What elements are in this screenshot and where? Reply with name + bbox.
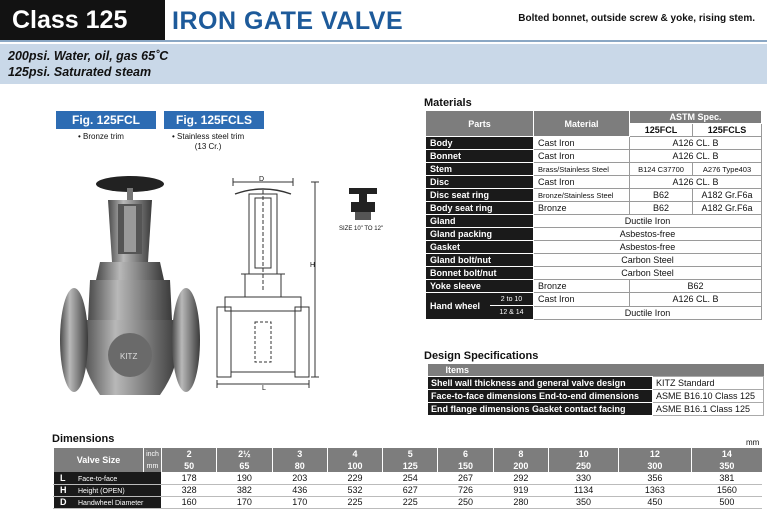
dim-value: 627 — [383, 484, 438, 496]
page-subtitle: Bolted bonnet, outside screw & yoke, rising stem. — [518, 13, 755, 24]
dim-value: 1363 — [619, 484, 692, 496]
size-mm: 80 — [272, 460, 327, 472]
dim-value: 225 — [383, 496, 438, 508]
dim-value: 726 — [438, 484, 493, 496]
dimensions-table — [53, 448, 762, 509]
dim-row-label — [54, 472, 162, 484]
size-inch: 2½ — [217, 448, 272, 460]
class-label: Class 125 — [0, 0, 165, 40]
spec-value: B62 — [630, 280, 762, 293]
dim-h-label: H — [310, 262, 316, 269]
size-mm: 50 — [162, 460, 217, 472]
table-row — [54, 496, 763, 508]
table-row — [426, 267, 762, 280]
dim-value: 1560 — [691, 484, 762, 496]
dim-value: 382 — [217, 484, 272, 496]
size-inch: 14 — [691, 448, 762, 460]
part-name: Yoke sleeve — [426, 280, 534, 293]
dim-value: 330 — [548, 472, 618, 484]
fcl-spec-value: B62 — [630, 202, 693, 215]
design-item: End flange dimensions Gasket contact facing — [428, 402, 653, 415]
table-row — [426, 280, 762, 293]
size-inch: 8 — [493, 448, 548, 460]
spec-value: A126 CL. B — [630, 150, 762, 163]
material-value: Carbon Steel — [534, 267, 762, 280]
dim-l-label: L — [262, 385, 266, 392]
part-name: Gland packing — [426, 228, 534, 241]
part-name: Hand wheel — [430, 301, 481, 311]
table-row — [426, 241, 762, 254]
part-name: Gland — [426, 215, 534, 228]
table-row — [426, 137, 762, 150]
material-value: Asbestos-free — [534, 228, 762, 241]
part-name: Disc — [426, 176, 534, 189]
inch-label: inch — [144, 448, 162, 460]
valve-photo — [60, 170, 200, 420]
material-value: Brass/Stainless Steel — [534, 163, 630, 176]
design-standard: ASME B16.10 Class 125 — [653, 389, 764, 402]
size-mm: 65 — [217, 460, 272, 472]
design-item: Face-to-face dimensions End-to-end dimensions — [428, 389, 653, 402]
dim-value: 160 — [162, 496, 217, 508]
part-name: Body seat ring — [426, 202, 534, 215]
size-mm: 300 — [619, 460, 692, 472]
fig-125fcls-caption-1: • Stainless steel trim — [172, 132, 245, 141]
material-value: Cast Iron — [534, 137, 630, 150]
table-row — [54, 484, 763, 496]
dim-value: 532 — [327, 484, 382, 496]
handwheel-size-b: 12 & 14 — [499, 309, 524, 316]
part-name: Bonnet bolt/nut — [426, 267, 534, 280]
table-row — [426, 215, 762, 228]
dim-code: H — [60, 485, 67, 495]
table-row — [426, 254, 762, 267]
fig-125fcls-tab: Fig. 125FCLS — [164, 111, 264, 129]
page-title: IRON GATE VALVE — [172, 6, 404, 35]
fcls-spec-value: A276 Type403 — [693, 163, 762, 176]
dim-value: 450 — [619, 496, 692, 508]
material-value: Cast Iron — [534, 176, 630, 189]
size-inch: 10 — [548, 448, 618, 460]
fcls-spec-value: A182 Gr.F6a — [693, 189, 762, 202]
design-standard: ASME B16.1 Class 125 — [653, 402, 764, 415]
valve-drawing — [215, 172, 325, 397]
size-inch: 2 — [162, 448, 217, 460]
spec-value: A126 CL. B — [630, 293, 762, 307]
dim-value: 292 — [493, 472, 548, 484]
size-inch: 12 — [619, 448, 692, 460]
dim-code: D — [60, 497, 67, 507]
dim-value: 254 — [383, 472, 438, 484]
table-row — [426, 202, 762, 215]
dim-value: 1134 — [548, 484, 618, 496]
material-value: Cast Iron — [534, 293, 630, 307]
dim-value: 178 — [162, 472, 217, 484]
materials-table — [425, 110, 762, 320]
material-header: Material — [534, 111, 630, 137]
dim-value: 328 — [162, 484, 217, 496]
fig-125fcl-tab: Fig. 125FCL — [56, 111, 156, 129]
dim-value: 190 — [217, 472, 272, 484]
dim-value: 170 — [217, 496, 272, 508]
size-mm: 125 — [383, 460, 438, 472]
size-mm: 150 — [438, 460, 493, 472]
parts-header: Parts — [426, 111, 534, 137]
part-name: Gasket — [426, 241, 534, 254]
pressure-ratings — [0, 44, 767, 84]
dim-value: 500 — [691, 496, 762, 508]
part-name: Disc seat ring — [426, 189, 534, 202]
dim-code: L — [60, 472, 66, 483]
size-mm: 100 — [327, 460, 382, 472]
dim-value: 250 — [438, 496, 493, 508]
table-row — [428, 389, 764, 402]
size-note: SIZE 10" TO 12" — [339, 226, 384, 232]
table-row — [426, 293, 762, 307]
rating-line-2: 125psi. Saturated steam — [8, 65, 152, 79]
astm-header: ASTM Spec. — [630, 111, 762, 124]
part-name: Stem — [426, 163, 534, 176]
table-row — [54, 472, 763, 484]
size-inch: 5 — [383, 448, 438, 460]
fcl-header: 125FCL — [630, 124, 693, 137]
fcl-spec-value: B62 — [630, 189, 693, 202]
table-row — [428, 402, 764, 415]
design-table — [427, 364, 764, 416]
table-row — [426, 228, 762, 241]
fig-125fcl-caption: • Bronze trim — [78, 132, 124, 141]
dim-value: 280 — [493, 496, 548, 508]
size-inch: 3 — [272, 448, 327, 460]
header-divider — [0, 40, 767, 42]
items-header: Items — [428, 364, 764, 376]
large-handwheel-icon — [345, 184, 381, 224]
dim-value: 356 — [619, 472, 692, 484]
table-row — [426, 176, 762, 189]
material-value: Bronze/Stainless Steel — [534, 189, 630, 202]
material-value: Ductile Iron — [534, 215, 762, 228]
dim-row-label — [54, 484, 162, 496]
spec-value: A126 CL. B — [630, 137, 762, 150]
svg-text:KITZ: KITZ — [120, 352, 138, 361]
material-value: Ductile Iron — [534, 306, 762, 320]
dim-value: 229 — [327, 472, 382, 484]
dim-value: 225 — [327, 496, 382, 508]
size-mm: 200 — [493, 460, 548, 472]
table-row — [428, 376, 764, 389]
dim-value: 919 — [493, 484, 548, 496]
design-title: Design Specifications — [424, 350, 539, 362]
part-name: Body — [426, 137, 534, 150]
size-inch: 4 — [327, 448, 382, 460]
valve-size-header: Valve Size — [54, 448, 144, 472]
dim-value: 381 — [691, 472, 762, 484]
dim-value: 350 — [548, 496, 618, 508]
dim-name: Face-to-face — [78, 475, 118, 483]
dim-name: Handwheel Diameter — [78, 500, 144, 507]
dim-name: Height (OPEN) — [78, 488, 125, 495]
material-value: Asbestos-free — [534, 241, 762, 254]
fig-125fcls-caption — [172, 132, 244, 152]
table-row — [426, 189, 762, 202]
design-item: Shell wall thickness and general valve design — [428, 376, 653, 389]
dim-value: 203 — [272, 472, 327, 484]
size-mm: 250 — [548, 460, 618, 472]
size-inch: 6 — [438, 448, 493, 460]
dim-d-label: D — [259, 176, 265, 183]
spec-value: A126 CL. B — [630, 176, 762, 189]
dimensions-title: Dimensions — [52, 433, 115, 445]
design-standard: KITZ Standard — [653, 376, 764, 389]
mm-label: mm — [144, 460, 162, 472]
material-value: Carbon Steel — [534, 254, 762, 267]
materials-title: Materials — [424, 97, 472, 109]
dim-value: 267 — [438, 472, 493, 484]
part-name: Bonnet — [426, 150, 534, 163]
part-name: Gland bolt/nut — [426, 254, 534, 267]
table-row — [426, 150, 762, 163]
fcls-header: 125FCLS — [693, 124, 762, 137]
dim-value: 436 — [272, 484, 327, 496]
fcls-spec-value: A182 Gr.F6a — [693, 202, 762, 215]
dim-row-label — [54, 496, 162, 508]
material-value: Cast Iron — [534, 150, 630, 163]
dim-value: 170 — [272, 496, 327, 508]
handwheel-size-a: 2 to 10 — [490, 293, 533, 306]
material-value: Bronze — [534, 280, 630, 293]
table-row — [426, 163, 762, 176]
rating-line-1: 200psi. Water, oil, gas 65˚C — [8, 49, 169, 63]
unit-label: mm — [746, 438, 760, 447]
material-value: Bronze — [534, 202, 630, 215]
fcl-spec-value: B124 C37700 — [630, 163, 693, 176]
handwheel-cell — [426, 293, 534, 320]
fig-125fcls-caption-2: (13 Cr.) — [194, 142, 222, 151]
size-mm: 350 — [691, 460, 762, 472]
